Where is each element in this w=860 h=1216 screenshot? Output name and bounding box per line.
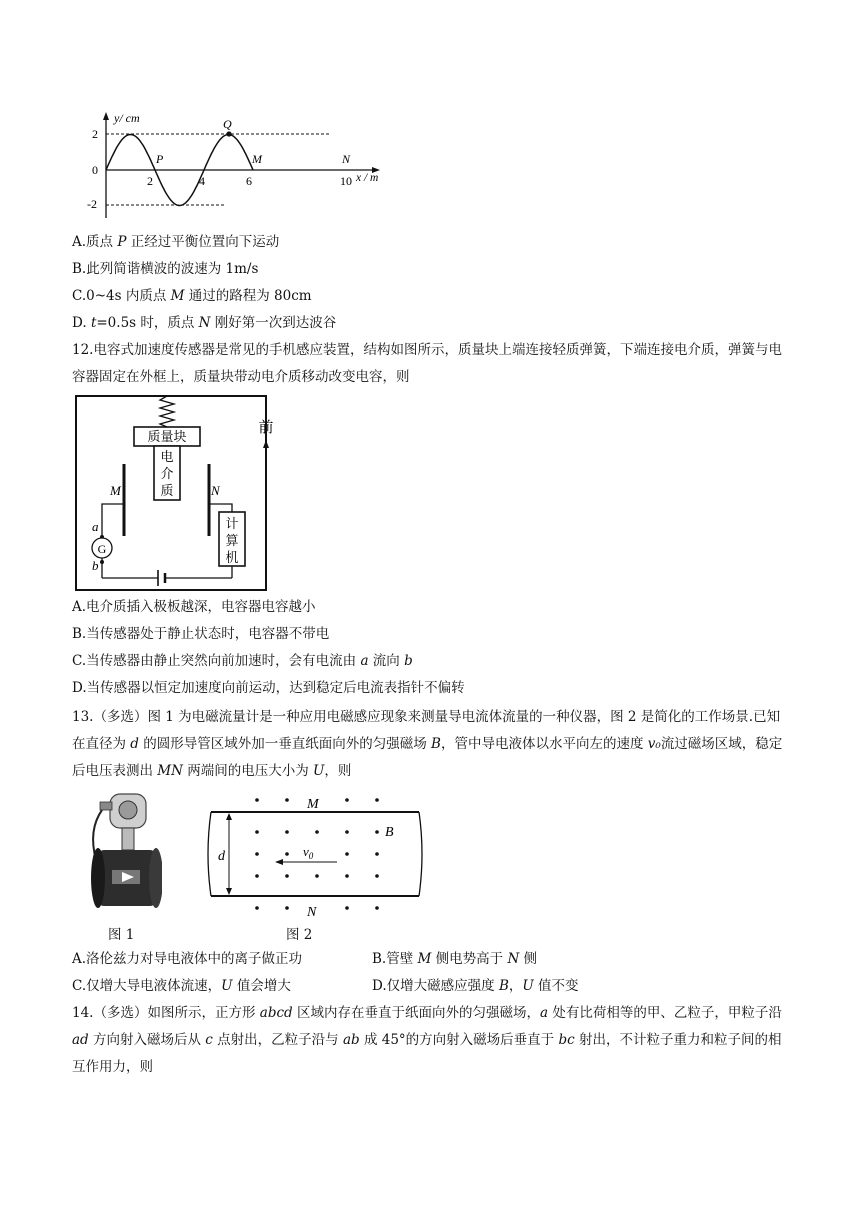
point-b-label: b xyxy=(92,558,99,573)
q13-option-d: D.仅增大磁感应强度 B，U 值不变 xyxy=(372,978,579,994)
q14-stem: 14.（多选）如图所示，正方形 abcd 区域内存在垂直于纸面向外的匀强磁场，a 处有比荷相等的甲、乙粒子，甲粒子沿 ad 方向射入磁场后从 c 点射出，乙粒子沿与 ab 成 45°的方向射入磁场后垂直于 bc 射出，不计粒子重力和粒子间的相互作用力，则 xyxy=(72,1005,782,1075)
wall-n-label: N xyxy=(307,905,317,920)
figure-2-caption: 图 2 xyxy=(286,927,313,943)
field-dots xyxy=(255,798,379,910)
galvanometer-label: G xyxy=(97,542,107,556)
mass-block-label: 质量块 xyxy=(147,429,187,444)
point-m-label: M xyxy=(252,152,262,166)
diameter-label: d xyxy=(218,849,225,864)
point-a-label: a xyxy=(92,519,99,534)
y-tick-2: 2 xyxy=(92,127,98,141)
point-p-label: P xyxy=(156,152,164,166)
computer-char-1: 计 xyxy=(225,516,239,531)
plate-n-label: N xyxy=(211,483,220,498)
plate-m-label: M xyxy=(110,483,121,498)
x-tick-6: 6 xyxy=(246,174,252,188)
dielectric-char-2: 介 xyxy=(160,466,174,481)
dielectric-char-3: 质 xyxy=(160,483,174,498)
q11-option-a: A.质点 P 正经过平衡位置向下运动 xyxy=(72,234,280,250)
flowmeter-device-image xyxy=(82,790,162,920)
velocity-label: $v_0$ xyxy=(303,844,314,861)
q13-option-b: B.管壁 M 侧电势高于 N 侧 xyxy=(372,951,538,967)
q11-option-c: C.0~4s 内质点 M 通过的路程为 80cm xyxy=(72,288,312,304)
q11-option-b: B.此列简谐横波的波速为 1m/s xyxy=(72,261,259,277)
q13-option-a: A.洛伦兹力对导电液体中的离子做正功 xyxy=(72,951,303,967)
point-q-label: Q xyxy=(223,117,232,131)
figure-1-caption: 图 1 xyxy=(108,927,135,943)
q12-option-c: C.当传感器由静止突然向前加速时，会有电流由 a 流向 b xyxy=(72,653,413,669)
q12-option-b: B.当传感器处于静止状态时，电容器不带电 xyxy=(72,626,330,642)
y-tick-neg2: -2 xyxy=(87,197,97,211)
x-tick-2: 2 xyxy=(147,174,153,188)
q13-option-c: C.仅增大导电液体流速，U 值会增大 xyxy=(72,978,291,994)
x-tick-10: 10 xyxy=(340,174,352,188)
computer-char-2: 算 xyxy=(225,533,239,548)
q12-option-d: D.当传感器以恒定加速度向前运动，达到稳定后电流表指针不偏转 xyxy=(72,680,465,696)
front-direction-arrow xyxy=(252,416,282,488)
wall-m-label: M xyxy=(307,797,319,812)
x-axis-label: x / m xyxy=(356,172,379,184)
x-tick-4: 4 xyxy=(199,174,205,188)
q13-stem: 13.（多选）图 1 为电磁流量计是一种应用电磁感应现象来测量导电流体流量的一种仪器，图 2 是简化的工作场景.已知在直径为 d 的圆形导管区域外加一垂直纸面向外的匀强磁场 B，管中导电液体以水平向左的速度 v₀流过磁场区域，稳定后电压表测出 MN 两端间的电压大小为 U，则 xyxy=(72,709,783,779)
computer-char-3: 机 xyxy=(225,550,239,565)
q12-stem: 12.电容式加速度传感器是常见的手机感应装置，结构如图所示，质量块上端连接轻质弹簧，下端连接电介质，弹簧与电容器固定在外框上，质量块带动电介质移动改变电容，则 xyxy=(72,342,782,385)
y-tick-0: 0 xyxy=(92,163,98,177)
field-b-label: B xyxy=(385,825,394,840)
y-axis-label: y/ cm xyxy=(114,111,140,125)
front-label: 前 xyxy=(258,420,274,436)
q12-option-a: A.电介质插入极板越深，电容器电容越小 xyxy=(72,599,316,615)
q11-option-d: D. t=0.5s 时，质点 N 刚好第一次到达波谷 xyxy=(72,315,337,331)
wave-graph xyxy=(84,108,404,220)
point-n-label: N xyxy=(342,152,351,166)
pipe-magnetic-field-diagram xyxy=(205,796,430,920)
dielectric-char-1: 电 xyxy=(160,449,174,464)
point-q-dot xyxy=(226,131,231,136)
